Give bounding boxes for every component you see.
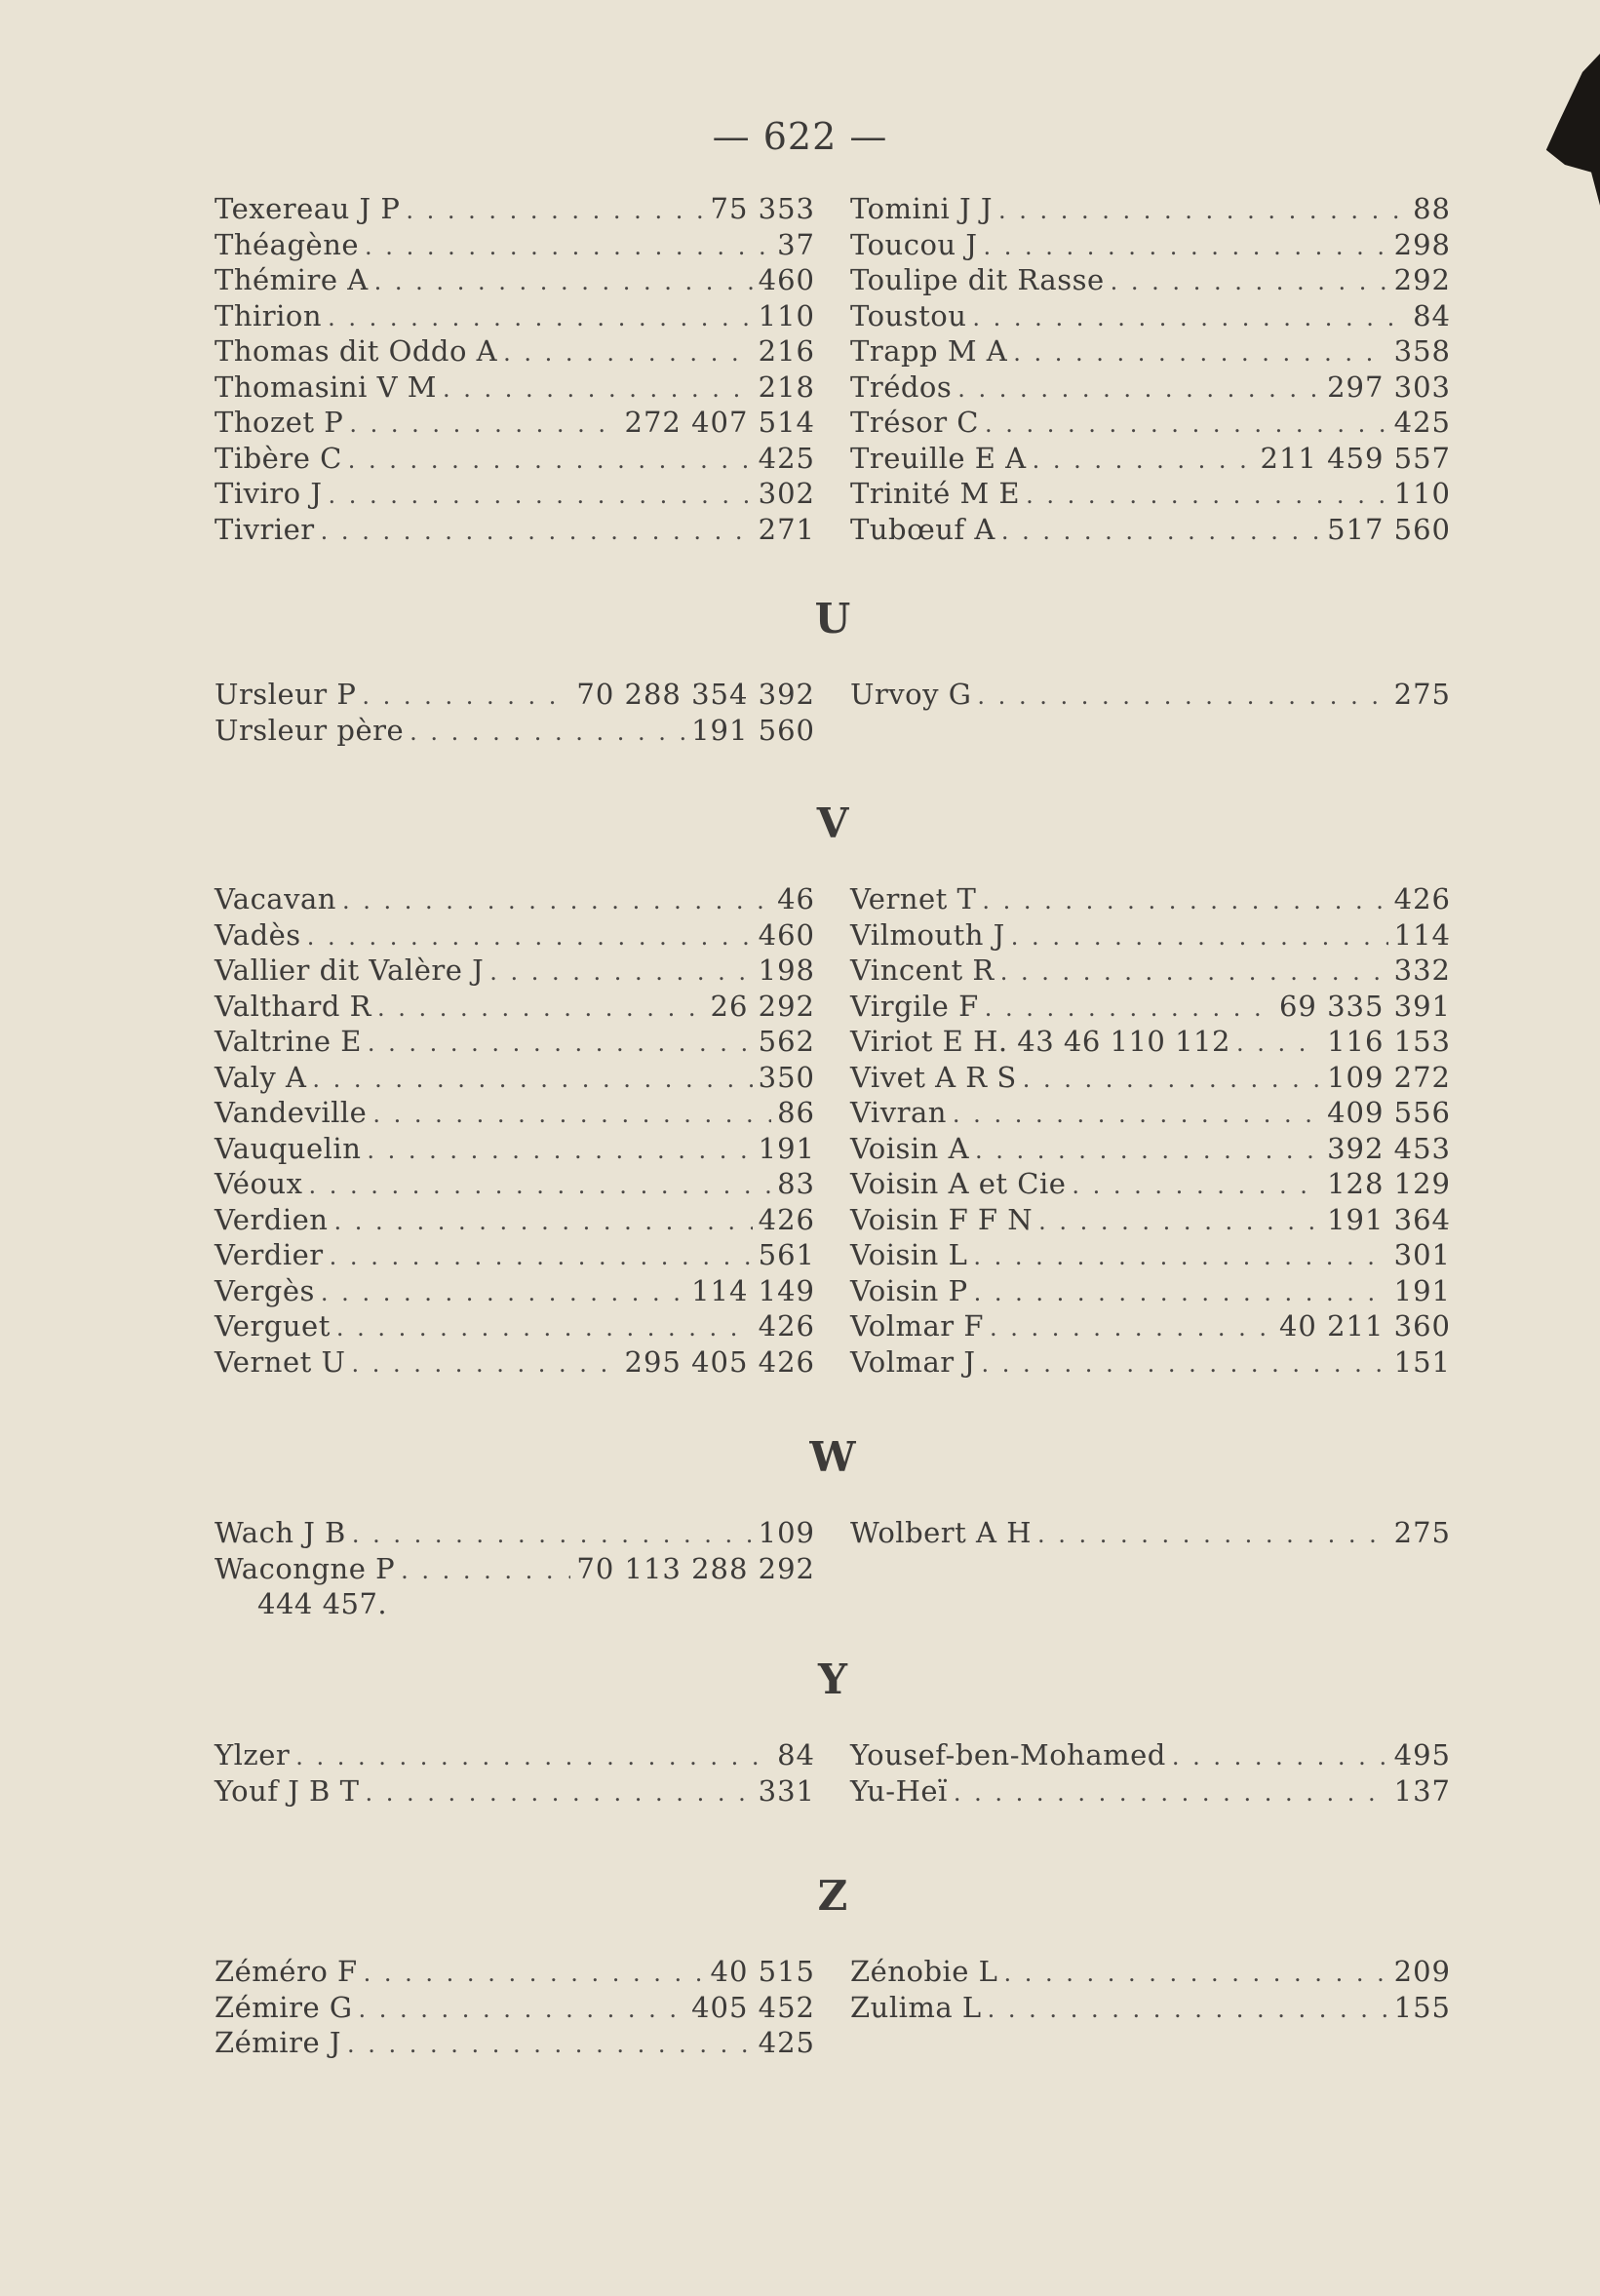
index-entry xyxy=(215,917,815,953)
index-entry xyxy=(850,370,1451,406)
index-entry xyxy=(850,1515,1451,1551)
entry-pages: 392 453 xyxy=(1327,1131,1451,1165)
index-column-left xyxy=(215,1737,815,1809)
index-entry xyxy=(850,1737,1451,1773)
entry-pages: 109 xyxy=(758,1516,815,1549)
index-entry xyxy=(215,1273,815,1309)
index-entry xyxy=(850,298,1451,334)
index-entry xyxy=(215,370,815,406)
index-entry xyxy=(850,333,1451,370)
entry-pages: 405 452 xyxy=(691,1990,815,2024)
leader-dots xyxy=(295,1739,771,1775)
leader-dots xyxy=(1013,335,1387,371)
entry-name: Valthard R xyxy=(215,989,371,1023)
leader-dots xyxy=(998,193,1407,229)
entry-pages: 84 xyxy=(777,1738,815,1771)
leader-dots xyxy=(953,1097,1321,1133)
entry-pages: 332 xyxy=(1393,953,1451,987)
entry-name: Yu-Heï xyxy=(850,1773,948,1808)
leader-dots xyxy=(336,1310,753,1346)
entry-pages: 137 xyxy=(1393,1773,1451,1808)
leader-dots xyxy=(368,1026,753,1062)
index-entry xyxy=(215,1024,815,1060)
leader-dots xyxy=(985,407,1388,443)
entry-name: Voisin F F N xyxy=(850,1202,1034,1236)
leader-dots xyxy=(365,1775,752,1811)
index-entry xyxy=(850,1095,1451,1131)
entry-pages: 350 xyxy=(758,1060,815,1094)
index-entry xyxy=(850,1990,1451,2026)
leader-dots xyxy=(333,1204,752,1240)
index-entry xyxy=(850,1024,1451,1060)
index-entry xyxy=(215,405,815,441)
index-entry xyxy=(215,2025,815,2061)
index-entry xyxy=(215,476,815,512)
entry-pages: 191 560 xyxy=(691,713,815,747)
entry-pages: 275 xyxy=(1393,678,1451,711)
index-entry xyxy=(850,1773,1451,1810)
entry-pages: 110 xyxy=(1393,477,1451,510)
entry-pages: 460 xyxy=(758,917,815,952)
leader-dots xyxy=(307,919,753,955)
entry-name: Vergès xyxy=(215,1273,315,1307)
section-letter-heading: V xyxy=(816,799,849,847)
entry-name: Yousef-ben-Mohamed xyxy=(850,1738,1166,1771)
index-column-left xyxy=(215,191,815,547)
entry-pages: 69 335 391 xyxy=(1278,989,1451,1023)
entry-name: Vincent R xyxy=(850,953,995,987)
leader-dots xyxy=(985,991,1273,1027)
index-entry xyxy=(850,1954,1451,1990)
entry-name: Voisin L xyxy=(850,1238,968,1271)
leader-dots xyxy=(1033,443,1255,479)
entry-name: Voisin P xyxy=(850,1273,968,1307)
leader-dots xyxy=(374,264,753,300)
entry-pages: 209 xyxy=(1393,1955,1451,1988)
index-entry xyxy=(850,262,1451,298)
leader-dots xyxy=(352,1517,753,1553)
index-entry xyxy=(215,191,815,227)
leader-dots xyxy=(973,1239,1387,1275)
entry-pages: 88 xyxy=(1413,192,1451,225)
entry-name: Virgile F xyxy=(850,989,979,1023)
entry-pages: 301 xyxy=(1393,1238,1451,1271)
entry-name: Wacongne P xyxy=(215,1551,396,1585)
index-entry xyxy=(215,881,815,917)
index-entry xyxy=(850,1131,1451,1167)
entry-pages: 151 xyxy=(1393,1344,1451,1379)
leader-dots xyxy=(347,2027,753,2063)
leader-dots xyxy=(1001,514,1321,550)
leader-dots xyxy=(351,1346,618,1382)
leader-dots xyxy=(342,883,771,919)
index-column-left xyxy=(215,677,815,748)
entry-name: Toustou xyxy=(850,298,967,332)
entry-pages: 426 xyxy=(758,1309,815,1343)
entry-pages: 37 xyxy=(777,227,815,261)
leader-dots xyxy=(1037,1517,1388,1553)
leader-dots xyxy=(977,679,1387,715)
index-entry xyxy=(850,677,1451,713)
entry-pages: 83 xyxy=(777,1167,815,1200)
index-entry xyxy=(215,1344,815,1381)
leader-dots xyxy=(367,1133,752,1169)
entry-pages: 110 xyxy=(758,298,815,332)
entry-pages: 425 xyxy=(758,441,815,475)
leader-dots xyxy=(983,229,1387,265)
index-entry xyxy=(215,953,815,989)
entry-name: Tubœuf A xyxy=(850,512,995,546)
entry-name: Tomini J J xyxy=(850,192,993,225)
leader-dots xyxy=(308,1168,771,1204)
leader-dots xyxy=(974,1275,1388,1311)
entry-name: Ursleur père xyxy=(215,713,405,747)
entry-name: Tivrier xyxy=(215,512,315,546)
index-entry xyxy=(215,1237,815,1273)
leader-dots xyxy=(954,1775,1388,1811)
leader-dots xyxy=(328,478,752,514)
index-entry xyxy=(850,1166,1451,1202)
index-entry xyxy=(850,1344,1451,1381)
entry-pages: 198 xyxy=(758,953,815,987)
entry-name: Vivran xyxy=(850,1096,947,1129)
leader-dots xyxy=(321,514,753,550)
index-entry xyxy=(850,191,1451,227)
entry-name: Vauquelin xyxy=(215,1131,362,1165)
entry-name: Thémire A xyxy=(215,263,369,296)
leader-dots xyxy=(443,371,753,408)
entry-name: Viriot E H. 43 46 110 112 xyxy=(850,1025,1230,1058)
index-entry xyxy=(215,1095,815,1131)
index-entry xyxy=(215,227,815,263)
index-entry xyxy=(215,262,815,298)
leader-dots xyxy=(1236,1026,1321,1062)
entry-pages: 292 xyxy=(1393,263,1451,296)
entry-pages: 40 515 xyxy=(710,1955,815,1988)
entry-pages: 70 113 288 292 xyxy=(576,1551,815,1585)
index-entry xyxy=(215,1737,815,1773)
index-entry xyxy=(850,1308,1451,1344)
entry-name: Véoux xyxy=(215,1167,303,1200)
leader-dots xyxy=(330,1239,753,1275)
entry-name: Toulipe dit Rasse xyxy=(850,263,1105,296)
leader-dots xyxy=(982,1346,1388,1382)
entry-name: Valtrine E xyxy=(215,1025,362,1058)
entry-pages: 218 xyxy=(758,370,815,404)
index-entry xyxy=(215,1990,815,2026)
entry-name: Wolbert A H xyxy=(850,1516,1032,1549)
leader-dots xyxy=(1038,1204,1321,1240)
entry-name: Vernet U xyxy=(215,1344,346,1379)
entry-name: Thomas dit Oddo A xyxy=(215,334,498,368)
index-entry xyxy=(215,1166,815,1202)
entry-pages: 46 xyxy=(777,882,815,915)
index-column-right xyxy=(850,191,1451,547)
entry-pages: 426 xyxy=(1393,882,1451,915)
index-entry xyxy=(215,989,815,1025)
index-entry xyxy=(850,953,1451,989)
entry-pages: 302 xyxy=(758,477,815,510)
section-letter-heading: Z xyxy=(817,1872,848,1920)
index-entry xyxy=(215,713,815,749)
entry-pages: 426 xyxy=(758,1202,815,1236)
leader-dots xyxy=(401,1553,570,1589)
entry-pages: 75 353 xyxy=(710,192,815,225)
leader-dots xyxy=(365,229,771,265)
index-entry xyxy=(850,1237,1451,1273)
entry-name: Voisin A xyxy=(850,1131,970,1165)
entry-pages: 26 292 xyxy=(710,989,815,1023)
leader-dots xyxy=(359,1992,686,2028)
index-column-left xyxy=(215,881,815,1380)
leader-dots xyxy=(1003,1956,1387,1992)
entry-pages: 211 459 557 xyxy=(1260,441,1451,475)
index-column-left xyxy=(215,1954,815,2061)
leader-dots xyxy=(372,1097,771,1133)
entry-pages: 517 560 xyxy=(1327,512,1451,546)
entry-name: Volmar F xyxy=(850,1309,985,1343)
entry-name: Tibère C xyxy=(215,441,342,475)
section-letter-heading: Y xyxy=(818,1655,847,1703)
leader-dots xyxy=(1111,264,1388,300)
leader-dots xyxy=(489,954,752,991)
entry-pages: 191 xyxy=(1393,1273,1451,1307)
entry-pages: 114 xyxy=(1393,917,1451,952)
entry-name: Trésor C xyxy=(850,406,979,439)
index-entry xyxy=(215,1515,815,1551)
entry-name: Vallier dit Valère J xyxy=(215,953,485,987)
index-entry xyxy=(850,1060,1451,1096)
entry-name: Thomasini V M xyxy=(215,370,437,404)
index-entry xyxy=(215,333,815,370)
index-entry xyxy=(850,441,1451,477)
entry-name: Vernet T xyxy=(850,882,977,915)
leader-dots xyxy=(1072,1168,1321,1204)
index-entry xyxy=(215,1586,815,1622)
leader-dots xyxy=(312,1062,752,1098)
entry-pages: 271 xyxy=(758,512,815,546)
entry-pages: 40 211 360 xyxy=(1278,1309,1451,1343)
entry-name: Treuille E A xyxy=(850,441,1027,475)
entry-pages: 331 xyxy=(758,1773,815,1808)
entry-pages: 155 xyxy=(1393,1990,1451,2024)
entry-name: Trinité M E xyxy=(850,477,1021,510)
entry-name: 444 457. xyxy=(257,1587,388,1620)
leader-dots xyxy=(1000,954,1388,991)
entry-name: Verdien xyxy=(215,1202,329,1236)
leader-dots xyxy=(1026,478,1388,514)
index-entry xyxy=(850,989,1451,1025)
index-column-right xyxy=(850,1515,1451,1551)
index-entry xyxy=(850,1202,1451,1238)
section-letter-heading: W xyxy=(809,1433,856,1481)
leader-dots xyxy=(975,1133,1321,1169)
index-entry xyxy=(215,1060,815,1096)
entry-name: Texereau J P xyxy=(215,192,401,225)
entry-name: Zulima L xyxy=(850,1990,982,2024)
entry-name: Thozet P xyxy=(215,406,344,439)
entry-pages: 272 407 514 xyxy=(624,406,815,439)
leader-dots xyxy=(990,1310,1273,1346)
entry-pages: 84 xyxy=(1413,298,1451,332)
index-entry xyxy=(215,1202,815,1238)
leader-dots xyxy=(410,715,685,751)
index-column-left xyxy=(215,1515,815,1622)
entry-name: Théagène xyxy=(215,227,360,261)
index-entry xyxy=(850,227,1451,263)
index-entry xyxy=(850,881,1451,917)
entry-name: Verguet xyxy=(215,1309,331,1343)
index-entry xyxy=(850,917,1451,953)
leader-dots xyxy=(328,300,753,336)
entry-pages: 562 xyxy=(758,1025,815,1058)
entry-name: Zémire G xyxy=(215,1990,353,2024)
leader-dots xyxy=(957,371,1321,408)
leader-dots xyxy=(1172,1739,1388,1775)
entry-pages: 295 405 426 xyxy=(624,1344,815,1379)
leader-dots xyxy=(988,1992,1388,2028)
entry-name: Toucou J xyxy=(850,227,978,261)
entry-pages: 191 364 xyxy=(1327,1202,1451,1236)
leader-dots xyxy=(377,991,705,1027)
index-entry xyxy=(215,1308,815,1344)
leader-dots xyxy=(1011,919,1388,955)
index-entry xyxy=(850,405,1451,441)
entry-name: Wach J B xyxy=(215,1516,346,1549)
entry-pages: 561 xyxy=(758,1238,815,1271)
entry-pages: 425 xyxy=(1393,406,1451,439)
leader-dots xyxy=(349,407,618,443)
leader-dots xyxy=(503,335,753,371)
entry-pages: 358 xyxy=(1393,334,1451,368)
leader-dots xyxy=(1023,1062,1321,1098)
entry-pages: 114 149 xyxy=(691,1273,815,1307)
entry-pages: 70 288 354 392 xyxy=(576,678,815,711)
entry-pages: 297 303 xyxy=(1327,370,1451,404)
page-number: — 622 — xyxy=(712,115,888,158)
entry-name: Verdier xyxy=(215,1238,324,1271)
entry-name: Vandeville xyxy=(215,1096,368,1129)
entry-name: Trédos xyxy=(850,370,953,404)
entry-name: Trapp M A xyxy=(850,334,1008,368)
index-column-right xyxy=(850,881,1451,1380)
index-entry xyxy=(850,1273,1451,1309)
leader-dots xyxy=(348,443,753,479)
leader-dots xyxy=(972,300,1407,336)
entry-name: Zémire J xyxy=(215,2026,341,2059)
index-entry xyxy=(215,441,815,477)
index-entry xyxy=(215,512,815,548)
index-entry xyxy=(215,298,815,334)
entry-name: Urvoy G xyxy=(850,678,972,711)
index-entry xyxy=(850,512,1451,548)
entry-pages: 298 xyxy=(1393,227,1451,261)
entry-name: Youf J B T xyxy=(215,1773,360,1808)
entry-name: Vilmouth J xyxy=(850,917,1005,952)
entry-name: Zénobie L xyxy=(850,1955,998,1988)
entry-name: Ylzer xyxy=(215,1738,291,1771)
entry-name: Volmar J xyxy=(850,1344,976,1379)
leader-dots xyxy=(364,1956,705,1992)
entry-pages: 495 xyxy=(1393,1738,1451,1771)
entry-pages: 275 xyxy=(1393,1516,1451,1549)
index-column-right xyxy=(850,1737,1451,1809)
index-entry xyxy=(850,476,1451,512)
entry-pages: 216 xyxy=(758,334,815,368)
index-entry xyxy=(215,1131,815,1167)
section-letter-heading: U xyxy=(814,595,851,642)
leader-dots xyxy=(362,679,570,715)
entry-name: Ursleur P xyxy=(215,678,357,711)
leader-dots xyxy=(321,1275,685,1311)
leader-dots xyxy=(982,883,1387,919)
index-entry xyxy=(215,1773,815,1810)
entry-pages: 86 xyxy=(777,1096,815,1129)
entry-name: Valy A xyxy=(215,1060,307,1094)
entry-name: Vadès xyxy=(215,917,301,952)
entry-pages: 460 xyxy=(758,263,815,296)
leader-dots xyxy=(406,193,704,229)
index-column-right xyxy=(850,677,1451,713)
entry-pages: 409 556 xyxy=(1327,1096,1451,1129)
entry-name: Vivet A R S xyxy=(850,1060,1017,1094)
index-entry xyxy=(215,677,815,713)
entry-name: Thirion xyxy=(215,298,323,332)
entry-name: Vacavan xyxy=(215,882,336,915)
entry-pages: 191 xyxy=(758,1131,815,1165)
entry-pages: 425 xyxy=(758,2026,815,2059)
entry-name: Voisin A et Cie xyxy=(850,1167,1067,1200)
index-column-right xyxy=(850,1954,1451,2025)
entry-pages: 109 272 xyxy=(1327,1060,1451,1094)
entry-pages: 116 153 xyxy=(1327,1025,1451,1058)
index-entry xyxy=(215,1954,815,1990)
entry-pages: 128 129 xyxy=(1327,1167,1451,1200)
entry-name: Tiviro J xyxy=(215,477,323,510)
index-entry xyxy=(215,1551,815,1587)
entry-name: Zéméro F xyxy=(215,1955,358,1988)
